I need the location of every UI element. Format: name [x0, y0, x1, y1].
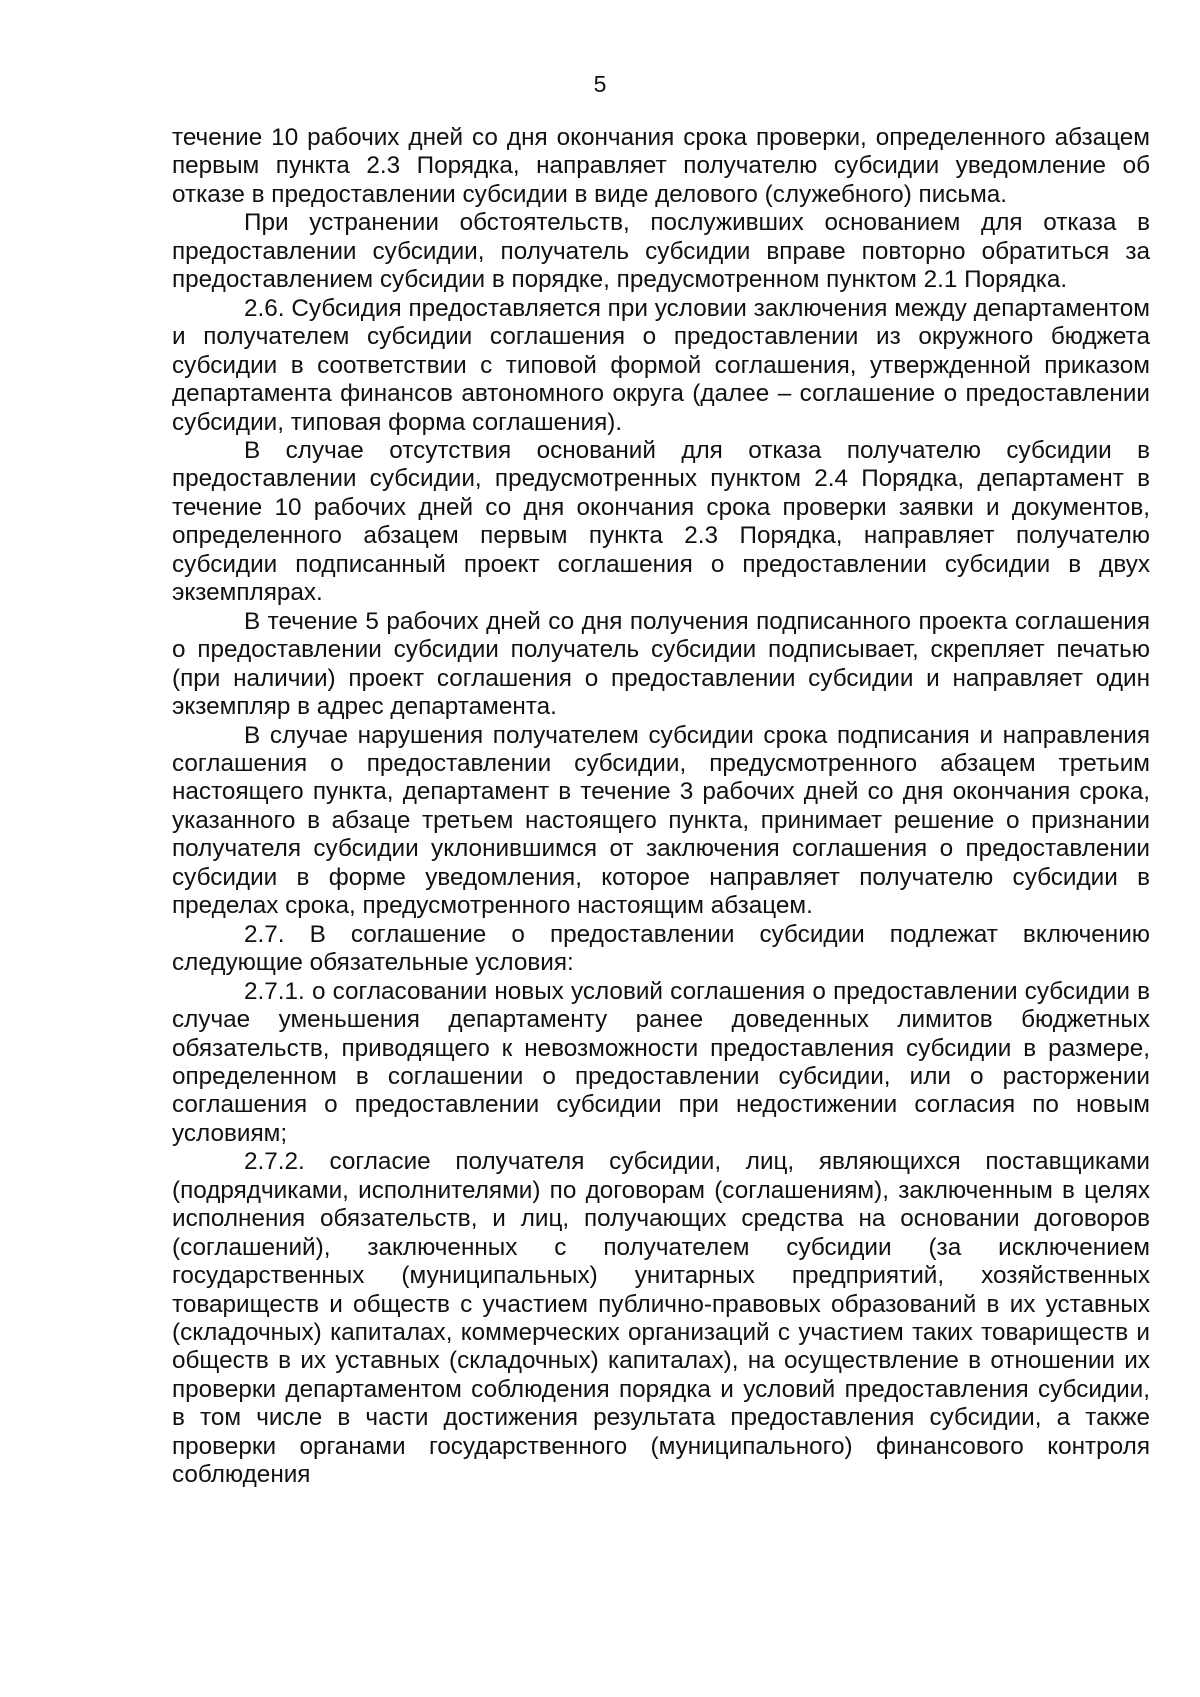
paragraph: В течение 5 рабочих дней со дня получения подписанного проекта соглашения о предоставлении субсидии получатель субсидии подписывает, скрепляет печатью (при наличии) проект соглашения о предоставлении субсидии и направляет один экземпляр в адрес департамента.	[172, 607, 1150, 721]
paragraph-clause-2-7-1: 2.7.1. о согласовании новых условий соглашения о предоставлении субсидии в случае уменьшения департаменту ранее доведенных лимитов бюджетных обязательств, приводящего к невозможности предоставления субсидии в размере, определенном в соглашении о предоставлении субсидии, или о расторжении соглашения о предоставлении субсидии при недостижении согласия по новым условиям;	[172, 977, 1150, 1147]
paragraph: В случае отсутствия оснований для отказа получателю субсидии в предоставлении субсидии, предусмотренных пунктом 2.4 Порядка, департамент в течение 10 рабочих дней со дня окончания срока проверки заявки и документов, определенного абзацем первым пункта 2.3 Порядка, направляет получателю субсидии подписанный проект соглашения о предоставлении субсидии в двух экземплярах.	[172, 436, 1150, 607]
paragraph-continuation: течение 10 рабочих дней со дня окончания срока проверки, определенного абзацем первым пункта 2.3 Порядка, направляет получателю субсидии уведомление об отказе в предоставлении субсидии в виде делового (служебного) письма.	[172, 124, 1150, 208]
document-body	[172, 124, 1150, 1490]
paragraph-clause-2-7-2: 2.7.2. согласие получателя субсидии, лиц, являющихся поставщиками (подрядчиками, исполнителями) по договорам (соглашениям), заключенным в целях исполнения обязательств, и лиц, получающих средства на основании договоров (соглашений), заключенных с получателем субсидии (за исключением государственных (муниципальных) унитарных предприятий, хозяйственных товариществ и обществ с участием публично-правовых образований в их уставных (складочных) капиталах, коммерческих организаций с участием таких товариществ и обществ в их уставных (складочных) капиталах), на осуществление в отношении их проверки департаментом соблюдения порядка и условий предоставления субсидии, в том числе в части достижения результата предоставления субсидии, а также проверки органами государственного (муниципального) финансового контроля соблюдения	[172, 1148, 1150, 1489]
paragraph: В случае нарушения получателем субсидии срока подписания и направления соглашения о предоставлении субсидии, предусмотренного абзацем третьим настоящего пункта, департамент в течение 3 рабочих дней со дня окончания срока, указанного в абзаце третьем настоящего пункта, принимает решение о признании получателя субсидии уклонившимся от заключения соглашения о предоставлении субсидии в форме уведомления, которое направляет получателю субсидии в пределах срока, предусмотренного настоящим абзацем.	[172, 721, 1150, 920]
paragraph-clause-2-7: 2.7. В соглашение о предоставлении субсидии подлежат включению следующие обязательные условия:	[172, 920, 1150, 977]
paragraph: При устранении обстоятельств, послуживших основанием для отказа в предоставлении субсидии, получатель субсидии вправе повторно обратиться за предоставлением субсидии в порядке, предусмотренном пунктом 2.1 Порядка.	[172, 209, 1150, 294]
paragraph-clause-2-6: 2.6. Субсидия предоставляется при условии заключения между департаментом и получателем субсидии соглашения о предоставлении из окружного бюджета субсидии в соответствии с типовой формой соглашения, утвержденной приказом департамента финансов автономного округа (далее – соглашение о предоставлении субсидии, типовая форма соглашения).	[172, 294, 1150, 436]
page-number: 5	[593, 71, 607, 97]
